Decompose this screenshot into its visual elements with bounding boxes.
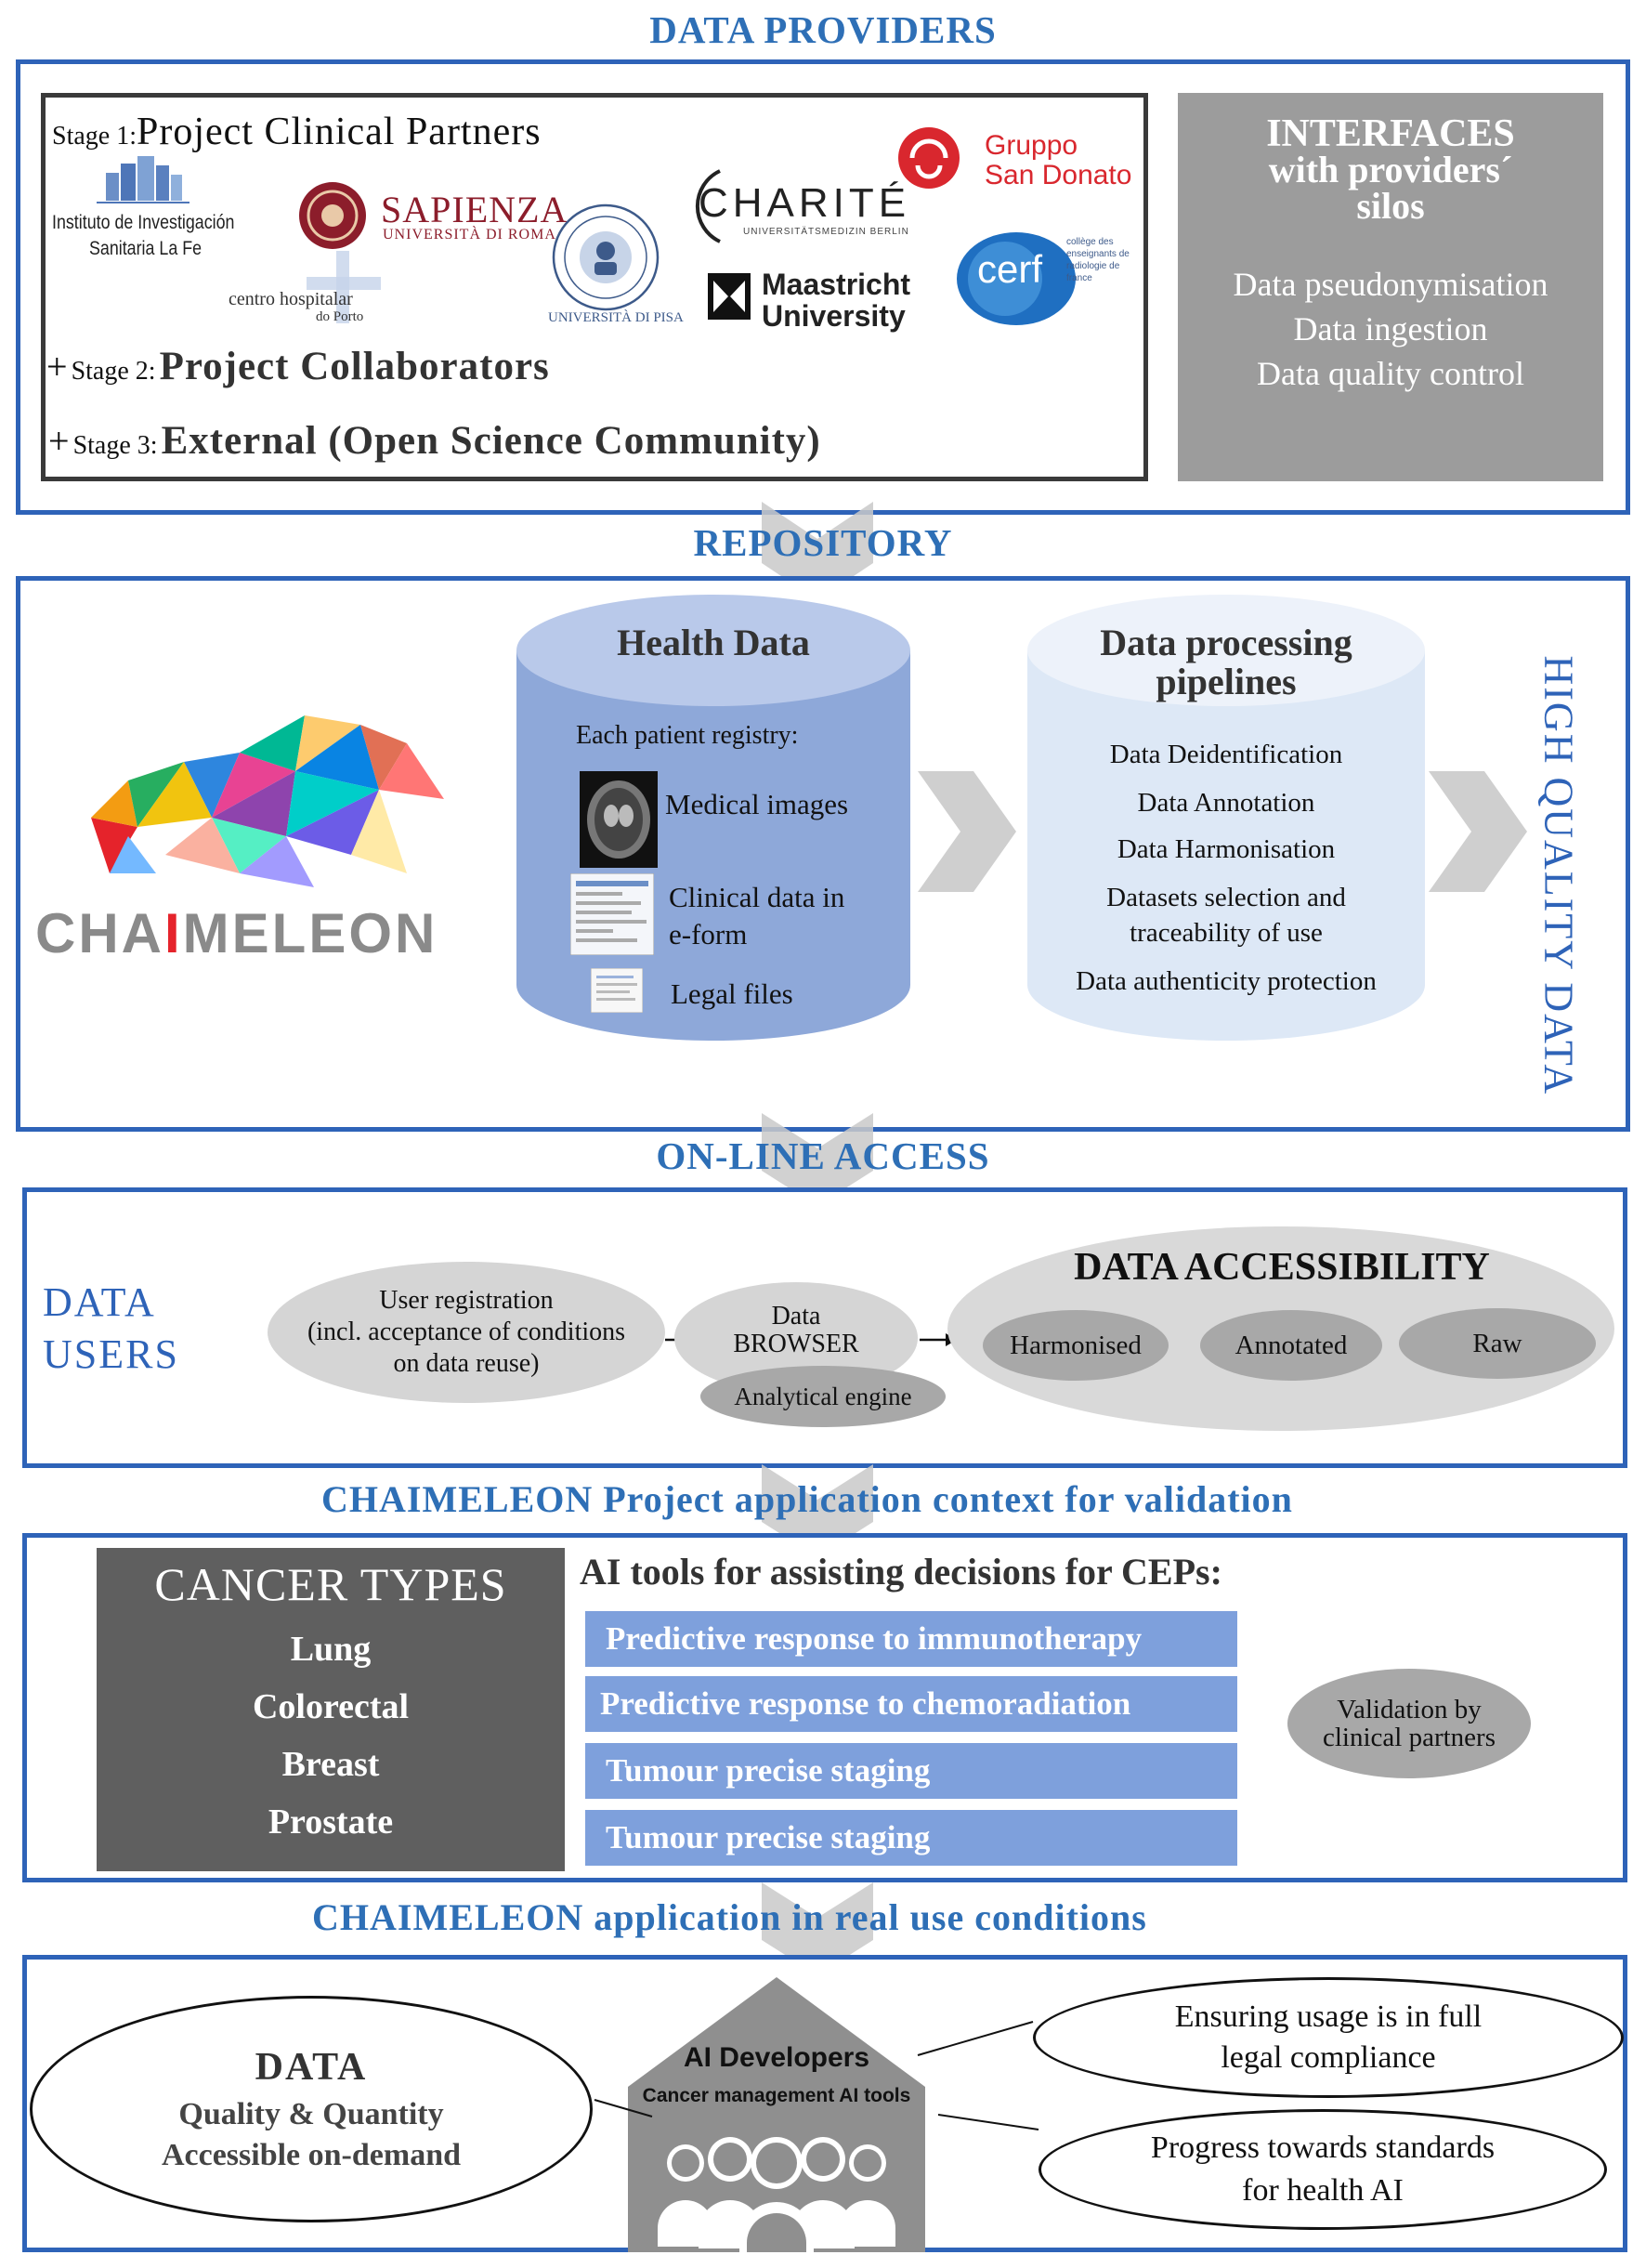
clinical-data-label-line2: e-form <box>669 918 748 950</box>
pipelines-title-line2: pipelines <box>1156 661 1297 702</box>
right-chevron-icon <box>1429 771 1527 892</box>
ai-developers-title: AI Developers <box>683 2042 870 2073</box>
interfaces-title-line2: with providers´ <box>1268 149 1513 190</box>
user-registration-oval[interactable] <box>268 1262 665 1403</box>
pisa-seal-icon <box>550 203 661 312</box>
logo-text-cha: CHA <box>35 902 164 964</box>
validation-partners-oval <box>1287 1669 1531 1778</box>
maastricht-name-line2: University <box>762 299 906 333</box>
ai-tools-title: AI tools for assisting decisions for CEPs: <box>580 1551 1222 1593</box>
charite-name: CHARITÉ <box>699 180 911 226</box>
registration-line3: on data reuse) <box>393 1349 540 1378</box>
registration-line2: (incl. acceptance of conditions <box>307 1318 626 1346</box>
interfaces-item-quality: Data quality control <box>1257 355 1524 392</box>
pipelines-item-harmonisation: Data Harmonisation <box>1117 834 1336 864</box>
stage2-row <box>46 344 550 389</box>
stage1-label: Project Clinical Partners <box>137 111 542 153</box>
data-oval-line1: Quality & Quantity <box>178 2097 444 2131</box>
chaimeleon-chameleon-icon <box>72 688 463 901</box>
pipelines-item-deidentification: Data Deidentification <box>1109 740 1343 769</box>
section-title-real-use: CHAIMELEON application in real use conditions <box>312 1896 1147 1938</box>
interfaces-item-ingestion: Data ingestion <box>1293 310 1488 347</box>
data-oval-line2: Accessible on-demand <box>161 2138 462 2172</box>
pipelines-title-line1: Data processing <box>1100 622 1352 663</box>
cancer-types-box <box>97 1548 565 1871</box>
stage3-row <box>48 418 821 464</box>
data-users-line2: USERS <box>43 1331 179 1377</box>
sapienza-seal-icon <box>297 180 368 251</box>
maastricht-name-line1: Maastricht <box>762 268 911 301</box>
accessibility-harmonised[interactable] <box>983 1310 1169 1381</box>
validation-line1: Validation by <box>1337 1695 1482 1724</box>
cancer-types-title: CANCER TYPES <box>154 1558 507 1610</box>
health-data-title: Health Data <box>617 622 810 663</box>
interfaces-item-pseudonymisation: Data pseudonymisation <box>1233 266 1548 303</box>
stage2-plus: + <box>46 346 68 387</box>
right-chevron-icon <box>918 771 1016 892</box>
cerf-side-text: collège des enseignants de radiologie de france <box>1066 237 1130 283</box>
stage3-label: External (Open Science Community) <box>161 419 821 463</box>
cerf-name: cerf <box>977 247 1043 291</box>
stage3-prefix: Stage 3: <box>72 431 158 460</box>
interfaces-title-line3: silos <box>1356 185 1425 227</box>
legal-line1: Ensuring usage is in full <box>1174 1999 1483 2034</box>
interfaces-box <box>1178 93 1603 481</box>
standards-line1: Progress towards standards <box>1150 2130 1496 2165</box>
gruppo-name-line2: San Donato <box>985 160 1132 190</box>
porto-name-line1: centro hospitalar <box>229 289 353 309</box>
interfaces-title-line1: INTERFACES <box>1266 112 1515 155</box>
stage1-prefix: Stage 1: <box>52 122 137 151</box>
section-title-validation: CHAIMELEON Project application context for validation <box>321 1478 1293 1520</box>
lafe-name-line2: Sanitaria La Fe <box>89 238 202 259</box>
high-quality-data-label: HIGH QUALITY DATA <box>1535 655 1582 1096</box>
legal-line2: legal compliance <box>1221 2040 1436 2075</box>
stage2-label: Project Collaborators <box>159 345 550 388</box>
analytical-engine-label: Analytical engine <box>734 1382 912 1410</box>
accessibility-annotated[interactable] <box>1200 1310 1382 1381</box>
medical-images-label: Medical images <box>665 788 849 820</box>
logo-text-i: I <box>164 902 183 964</box>
harmonised-label: Harmonised <box>1010 1330 1142 1360</box>
cancer-breast: Breast <box>281 1745 380 1784</box>
tool-chemoradiation[interactable]: Predictive response to chemoradiation <box>585 1676 1237 1732</box>
stage3-plus: + <box>48 420 70 462</box>
validation-line2: clinical partners <box>1323 1723 1496 1752</box>
legal-compliance-oval <box>1033 1977 1624 2098</box>
registry-label: Each patient registry: <box>576 721 799 750</box>
tool-staging-2[interactable]: Tumour precise staging <box>585 1810 1237 1866</box>
pipelines-item-authenticity: Data authenticity protection <box>1076 966 1377 996</box>
porto-name-line2: do Porto <box>316 309 364 324</box>
sapienza-name: SAPIENZA <box>381 189 568 230</box>
charite-subtitle: UNIVERSITÄTSMEDIZIN BERLIN <box>743 227 909 237</box>
chaimeleon-logo-text <box>35 901 438 965</box>
browser-line2: BROWSER <box>733 1330 859 1358</box>
data-accessibility-title: DATA ACCESSIBILITY <box>1074 1246 1490 1289</box>
annotated-label: Annotated <box>1234 1330 1348 1360</box>
data-users-line1: DATA <box>43 1279 156 1325</box>
browser-line1: Data <box>771 1302 821 1331</box>
registration-line1: User registration <box>379 1286 554 1315</box>
legal-files-label: Legal files <box>671 977 793 1010</box>
cancer-colorectal: Colorectal <box>252 1687 410 1726</box>
lafe-name-line1: Instituto de Investigación <box>52 212 235 233</box>
logo-text-meleon: MELEON <box>182 902 438 964</box>
clinical-data-label-line1: Clinical data in <box>669 881 845 913</box>
stage2-prefix: Stage 2: <box>71 357 156 386</box>
pipelines-item-datasets-1: Datasets selection and <box>1106 883 1346 912</box>
cancer-prostate: Prostate <box>268 1803 394 1842</box>
clinical-form-icon <box>570 873 654 955</box>
standards-line2: for health AI <box>1242 2173 1404 2208</box>
medical-image-icon <box>580 771 658 868</box>
data-oval-title: DATA <box>255 2046 368 2089</box>
stage1-row <box>52 110 542 154</box>
accessibility-raw[interactable] <box>1399 1308 1596 1379</box>
gruppo-sandonato-icon <box>895 125 962 191</box>
analytical-engine-oval[interactable] <box>700 1366 946 1427</box>
raw-label: Raw <box>1472 1328 1522 1358</box>
standards-oval <box>1039 2109 1607 2230</box>
maastricht-icon <box>708 273 751 320</box>
pipelines-item-datasets-2: traceability of use <box>1130 918 1323 948</box>
ai-developers-subtitle: Cancer management AI tools <box>642 2085 911 2106</box>
tool-immunotherapy[interactable]: Predictive response to immunotherapy <box>585 1611 1237 1667</box>
gruppo-name-line1: Gruppo <box>985 130 1078 161</box>
cancer-lung: Lung <box>290 1630 372 1669</box>
sapienza-subtitle: UNIVERSITÀ DI ROMA <box>383 227 556 243</box>
section-title-online-access: ON-LINE ACCESS <box>656 1134 990 1177</box>
pisa-subtitle: UNIVERSITÀ DI PISA <box>548 310 684 325</box>
legal-file-icon <box>591 968 643 1013</box>
pipelines-item-annotation: Data Annotation <box>1137 788 1315 818</box>
lafe-building-icon <box>87 154 199 208</box>
tool-staging-1[interactable]: Tumour precise staging <box>585 1743 1237 1799</box>
section-title-data-providers: DATA PROVIDERS <box>649 8 997 51</box>
section-title-repository: REPOSITORY <box>693 521 953 564</box>
